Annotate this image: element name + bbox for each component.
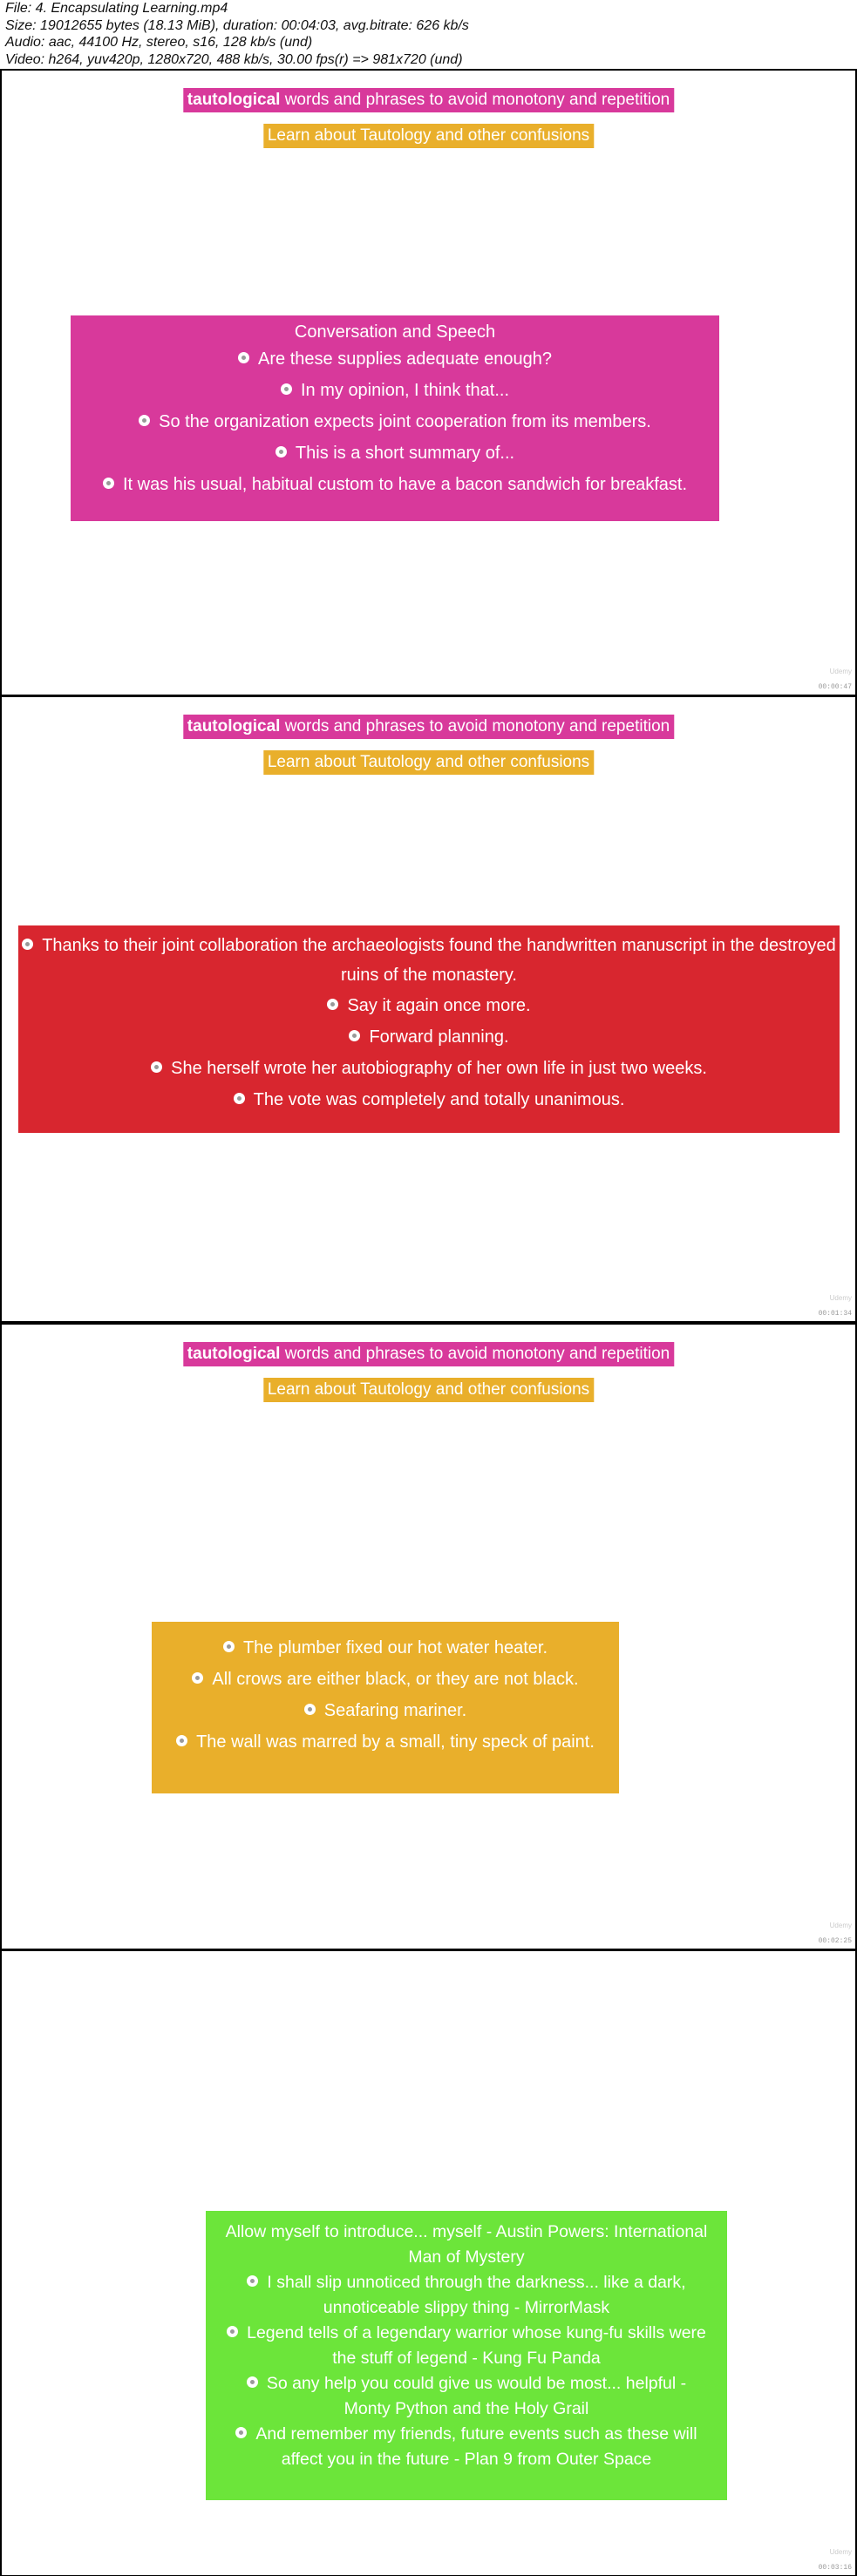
udemy-watermark: Udemy xyxy=(829,2548,852,2556)
box-title: Allow myself to introduce... myself - Austin Powers: International Man of Mystery xyxy=(225,2222,708,2267)
file-info-line: Size: 19012655 bytes (18.13 MiB), duration: 00:04:03, avg.bitrate: 626 kb/s xyxy=(5,17,469,33)
udemy-watermark: Udemy xyxy=(829,668,852,675)
file-info-line: Video: h264, yuv420p, 1280x720, 488 kb/s, 30.00 fps(r) => 981x720 (und) xyxy=(5,51,463,67)
list-item: The plumber fixed our hot water heater. xyxy=(152,1632,619,1664)
frame-timestamp: 00:00:47 xyxy=(818,683,852,691)
frame-timestamp: 00:02:25 xyxy=(818,1937,852,1945)
box-title: Conversation and Speech xyxy=(294,322,496,342)
lesson-subtitle-banner: Learn about Tautology and other confusions xyxy=(263,124,594,148)
bullet-icon xyxy=(327,999,338,1010)
video-frame-3 xyxy=(2,1325,855,1949)
list-item: She herself wrote her autobiography of her own life in just two weeks. xyxy=(18,1053,840,1084)
movie-quotes-box xyxy=(206,2211,727,2500)
bullet-icon xyxy=(275,446,287,458)
bullet-icon xyxy=(151,1061,162,1073)
bullet-icon xyxy=(234,1093,245,1104)
list-item: All crows are either black, or they are not black. xyxy=(152,1664,619,1695)
list-item: The wall was marred by a small, tiny speck of paint. xyxy=(152,1726,619,1758)
video-frame-4 xyxy=(2,1951,855,2575)
list-item: Forward planning. xyxy=(18,1021,840,1053)
file-info-line: Audio: aac, 44100 Hz, stereo, s16, 128 kb/s (und) xyxy=(5,35,313,50)
list-item: I shall slip unnoticed through the darkness... like a dark, unnoticeable slippy thing - MirrorMask xyxy=(225,2270,708,2321)
udemy-watermark: Udemy xyxy=(829,1922,852,1929)
list-item: And remember my friends, future events such as these will affect you in the future - Plan 9 from Outer Space xyxy=(225,2422,708,2472)
udemy-watermark: Udemy xyxy=(829,1294,852,1302)
list-item: Say it again once more. xyxy=(18,990,840,1021)
lesson-subtitle-banner: Learn about Tautology and other confusions xyxy=(263,750,594,775)
list-item: Seafaring mariner. xyxy=(152,1695,619,1726)
list-item: Legend tells of a legendary warrior whose kung-fu skills were the stuff of legend - Kung Fu Panda xyxy=(225,2321,708,2371)
bullet-icon xyxy=(349,1030,360,1041)
bullet-icon xyxy=(176,1735,187,1746)
title-rest: words and phrases to avoid monotony and repetition xyxy=(280,717,670,736)
bullet-icon xyxy=(22,939,33,950)
title-bold-word: tautological xyxy=(187,91,281,109)
examples-box xyxy=(152,1622,619,1793)
list-item: In my opinion, I think that... xyxy=(71,375,719,406)
frame-timestamp: 00:01:34 xyxy=(818,1310,852,1318)
bullet-icon xyxy=(227,2326,238,2337)
examples-box xyxy=(71,315,719,521)
bullet-icon xyxy=(238,352,249,363)
lesson-title-banner xyxy=(183,88,674,112)
list-item: So any help you could give us would be most... helpful - Monty Python and the Holy Grail xyxy=(225,2371,708,2422)
video-frame-1 xyxy=(2,71,855,695)
bullet-icon xyxy=(192,1672,203,1684)
lesson-title-banner xyxy=(183,1342,674,1366)
lesson-subtitle-banner: Learn about Tautology and other confusions xyxy=(263,1378,594,1402)
examples-box xyxy=(18,925,840,1133)
title-bold-word: tautological xyxy=(187,717,281,736)
lesson-title-banner xyxy=(183,715,674,739)
title-rest: words and phrases to avoid monotony and repetition xyxy=(280,91,670,109)
file-info-panel xyxy=(0,0,857,69)
frame-timestamp: 00:03:16 xyxy=(818,2564,852,2572)
list-item: So the organization expects joint cooperation from its members. xyxy=(71,406,719,437)
list-item: This is a short summary of... xyxy=(71,437,719,469)
list-item: The vote was completely and totally unanimous. xyxy=(18,1084,840,1115)
list-item: It was his usual, habitual custom to have a bacon sandwich for breakfast. xyxy=(71,469,719,500)
bullet-icon xyxy=(223,1641,235,1652)
bullet-icon xyxy=(247,2376,258,2388)
title-bold-word: tautological xyxy=(187,1345,281,1363)
bullet-icon xyxy=(235,2427,247,2438)
list-item: Thanks to their joint collaboration the archaeologists found the handwritten manuscript in the destroyed ruins of the monastery. xyxy=(18,931,840,990)
bullet-icon xyxy=(304,1704,316,1715)
list-item: Are these supplies adequate enough? xyxy=(71,343,719,375)
file-info-line: File: 4. Encapsulating Learning.mp4 xyxy=(5,1,228,16)
bullet-icon xyxy=(281,383,292,395)
title-rest: words and phrases to avoid monotony and repetition xyxy=(280,1345,670,1363)
video-frame-2 xyxy=(2,697,855,1321)
bullet-icon xyxy=(103,478,114,489)
bullet-icon xyxy=(247,2275,258,2287)
bullet-icon xyxy=(139,415,150,426)
